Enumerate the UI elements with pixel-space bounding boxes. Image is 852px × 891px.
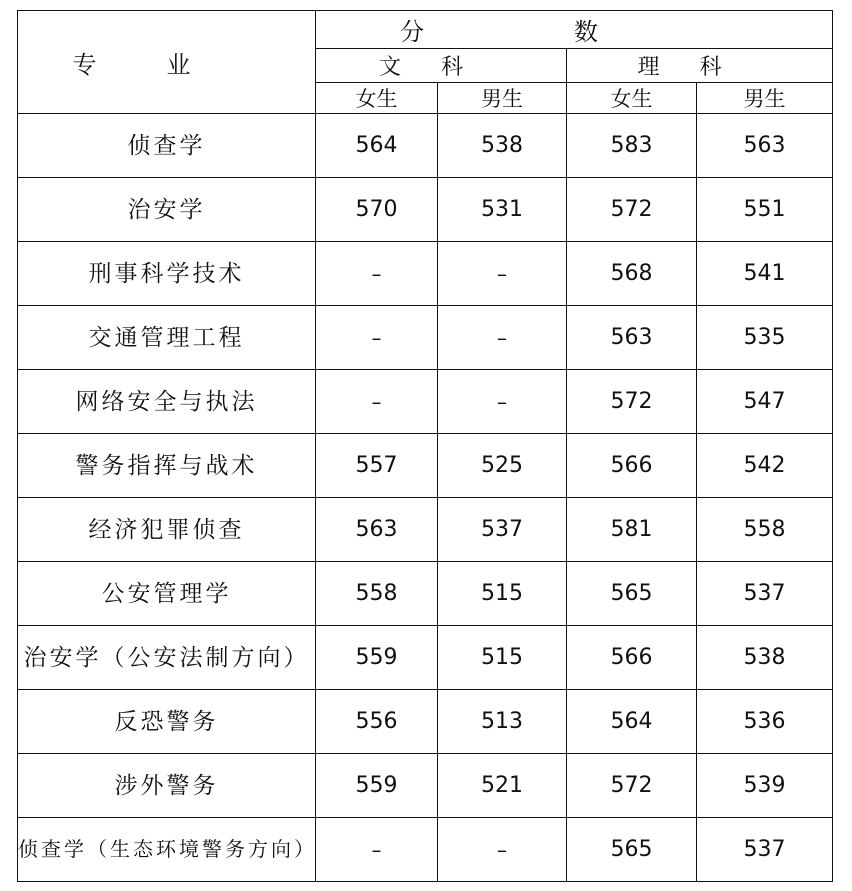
major-name: 刑事科学技术 [18, 242, 316, 306]
header-science-female: 女生 [567, 83, 697, 114]
science-female-score: 566 [567, 626, 697, 690]
liberal-male-score: 515 [438, 562, 567, 626]
science-female-score: 565 [567, 562, 697, 626]
major-name: 公安管理学 [18, 562, 316, 626]
major-name: 治安学 [18, 178, 316, 242]
liberal-male-score: 538 [438, 114, 567, 178]
science-female-score: 581 [567, 498, 697, 562]
liberal-female-score: – [316, 306, 438, 370]
science-male-score: 558 [697, 498, 833, 562]
science-male-score: 539 [697, 754, 833, 818]
science-female-score: 563 [567, 306, 697, 370]
science-male-score: 551 [697, 178, 833, 242]
score-table [17, 10, 833, 882]
liberal-female-score: – [316, 242, 438, 306]
liberal-male-score: 531 [438, 178, 567, 242]
table-row [18, 114, 833, 178]
liberal-female-score: 559 [316, 754, 438, 818]
table-row [18, 626, 833, 690]
table-row [18, 690, 833, 754]
liberal-male-score: – [438, 242, 567, 306]
liberal-male-score: 537 [438, 498, 567, 562]
liberal-female-score: 557 [316, 434, 438, 498]
liberal-female-score: 570 [316, 178, 438, 242]
header-liberal-female: 女生 [316, 83, 438, 114]
science-male-score: 547 [697, 370, 833, 434]
header-major: 专业 [18, 11, 316, 114]
science-female-score: 564 [567, 690, 697, 754]
science-male-score: 537 [697, 562, 833, 626]
header-score: 分数 [316, 11, 833, 49]
science-female-score: 568 [567, 242, 697, 306]
table-row [18, 306, 833, 370]
liberal-female-score: 563 [316, 498, 438, 562]
science-female-score: 565 [567, 818, 697, 882]
science-male-score: 537 [697, 818, 833, 882]
science-female-score: 572 [567, 178, 697, 242]
liberal-female-score: – [316, 370, 438, 434]
liberal-male-score: 521 [438, 754, 567, 818]
major-name: 反恐警务 [18, 690, 316, 754]
science-male-score: 536 [697, 690, 833, 754]
header-science-male: 男生 [697, 83, 833, 114]
header-liberal-arts: 文科 [316, 49, 567, 83]
science-female-score: 566 [567, 434, 697, 498]
major-name: 涉外警务 [18, 754, 316, 818]
table-row [18, 818, 833, 882]
major-name: 经济犯罪侦查 [18, 498, 316, 562]
liberal-female-score: 558 [316, 562, 438, 626]
header-liberal-male: 男生 [438, 83, 567, 114]
science-male-score: 538 [697, 626, 833, 690]
science-female-score: 572 [567, 754, 697, 818]
liberal-female-score: 564 [316, 114, 438, 178]
table-row [18, 178, 833, 242]
liberal-male-score: – [438, 306, 567, 370]
table-row [18, 562, 833, 626]
liberal-male-score: 525 [438, 434, 567, 498]
major-name: 侦查学 [18, 114, 316, 178]
table-row [18, 434, 833, 498]
table-row [18, 242, 833, 306]
major-name: 警务指挥与战术 [18, 434, 316, 498]
major-name: 交通管理工程 [18, 306, 316, 370]
header-science: 理科 [567, 49, 833, 83]
table-row [18, 754, 833, 818]
science-female-score: 572 [567, 370, 697, 434]
major-name: 侦查学（生态环境警务方向） [18, 818, 316, 882]
liberal-male-score: 513 [438, 690, 567, 754]
science-male-score: 542 [697, 434, 833, 498]
liberal-female-score: 559 [316, 626, 438, 690]
liberal-female-score: – [316, 818, 438, 882]
science-male-score: 563 [697, 114, 833, 178]
science-male-score: 535 [697, 306, 833, 370]
science-male-score: 541 [697, 242, 833, 306]
major-name: 网络安全与执法 [18, 370, 316, 434]
major-name: 治安学（公安法制方向） [18, 626, 316, 690]
science-female-score: 583 [567, 114, 697, 178]
liberal-male-score: – [438, 370, 567, 434]
liberal-female-score: 556 [316, 690, 438, 754]
table-row [18, 498, 833, 562]
table-row [18, 370, 833, 434]
liberal-male-score: 515 [438, 626, 567, 690]
liberal-male-score: – [438, 818, 567, 882]
